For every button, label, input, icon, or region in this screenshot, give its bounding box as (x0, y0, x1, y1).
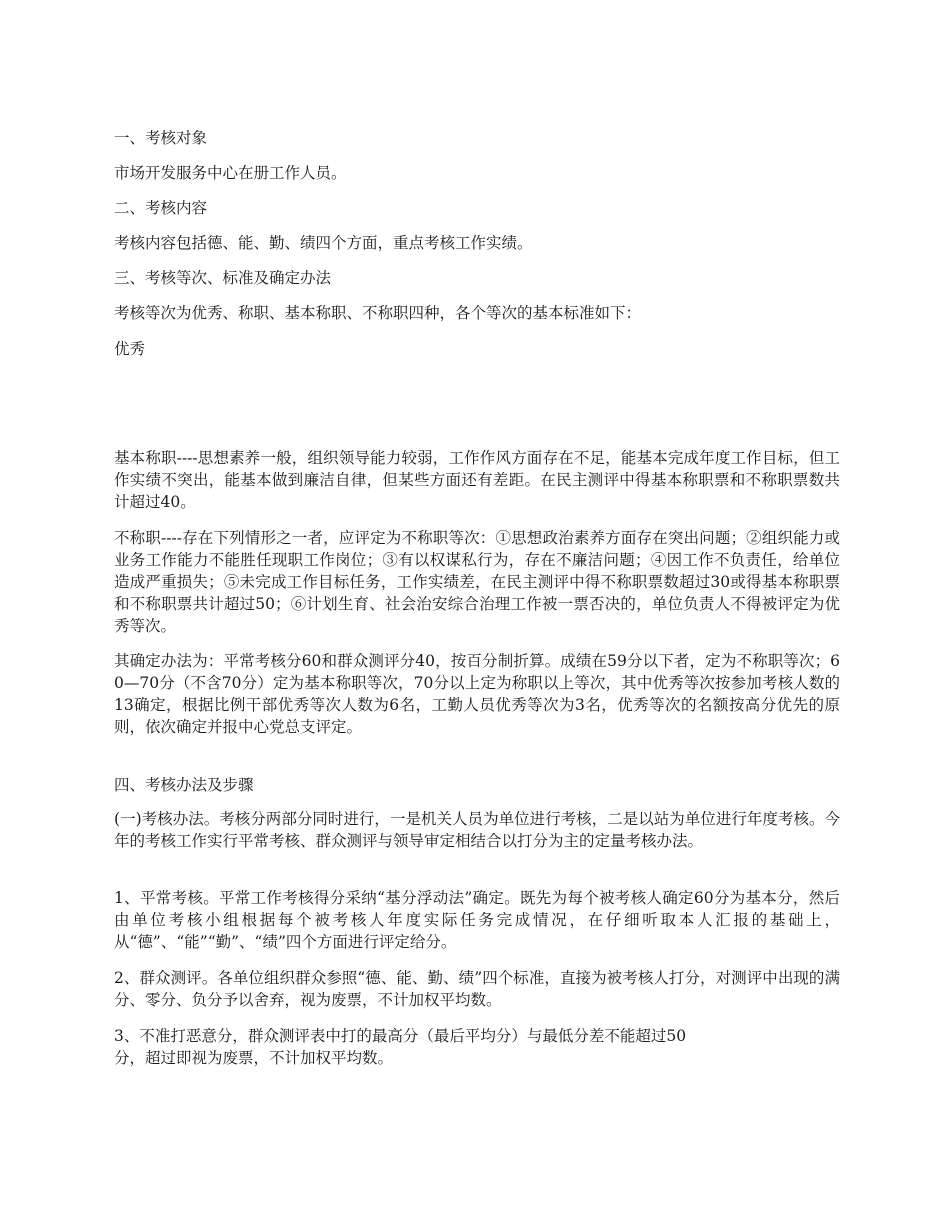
item2-paragraph: 2、群众测评。各单位组织群众参照“德、能、勤、绩”四个标准，直接为被考核人打分，对测评中出现的满分、零分、负分予以舍弃，视为废票，不计加权平均数。 (114, 969, 840, 1009)
section3-intro: 考核等次为优秀、称职、基本称职、不称职四种，各个等次的基本标准如下： (114, 304, 642, 322)
section1-body: 市场开发服务中心在册工作人员。 (114, 164, 347, 182)
grade-basic-paragraph: 基本称职----思想素养一般，组织领导能力较弱，工作作风方面存在不足，能基本完成年度工作目标，但工作实绩不突出，能基本做到廉洁自律，但某些方面还有差距。在民主测评中得基本称职票和不称职票数共计超过40。 (114, 449, 840, 511)
section4-method-paragraph: (一)考核办法。考核分两部分同时进行，一是机关人员为单位进行考核，二是以站为单位进行年度考核。今年的考核工作实行平常考核、群众测评与领导审定相结合以打分为主的定量考核办法。 (114, 810, 840, 850)
grade-unfit-paragraph: 不称职----存在下列情形之一者，应评定为不称职等次：①思想政治素养方面存在突出问题；②组织能力或业务工作能力不能胜任现职工作岗位；③有以权谋私行为，存在不廉洁问题；④因工作不负责任，给单位造成严重损失；⑤未完成工作目标任务，工作实绩差，在民主测评中得不称职票数超过30或得基本称职票和不称职票共计超过50；⑥计划生育、社会治安综合治理工作被一票否决的，单位负责人不得被评定为优秀等次。 (114, 529, 840, 635)
section2-heading: 二、考核内容 (114, 199, 208, 217)
method-paragraph: 其确定办法为：平常考核分60和群众测评分40，按百分制折算。成绩在59分以下者，定为不称职等次；60—70分（不含70分）定为基本称职等次，70分以上定为称职以上等次，其中优秀等次按参加考核人数的13确定，根据比例干部优秀等次人数为6名，工勤人员优秀等次为3名，优秀等次的名额按高分优先的原则，依次确定并报中心党总支评定。 (114, 652, 840, 736)
section4-heading: 四、考核办法及步骤 (114, 776, 254, 794)
item1-paragraph: 1、平常考核。平常工作考核得分采纳“基分浮动法”确定。既先为每个被考核人确定60分为基本分，然后由单位考核小组根据每个被考核人年度实际任务完成情况，在仔细听取本人汇报的基础上，从“德”、“能”“勤”、“绩”四个方面进行评定给分。 (114, 889, 840, 951)
section1-heading: 一、考核对象 (114, 129, 208, 147)
item3-line1: 3、不准打恶意分，群众测评表中打的最高分（最后平均分）与最低分差不能超过50 (114, 1027, 687, 1045)
item3-line2: 分，超过即视为废票，不计加权平均数。 (114, 1049, 394, 1067)
section2-body: 考核内容包括德、能、勤、绩四个方面，重点考核工作实绩。 (114, 234, 533, 252)
section3-heading: 三、考核等次、标准及确定办法 (114, 269, 332, 287)
grade-excellent: 优秀 (114, 340, 146, 358)
